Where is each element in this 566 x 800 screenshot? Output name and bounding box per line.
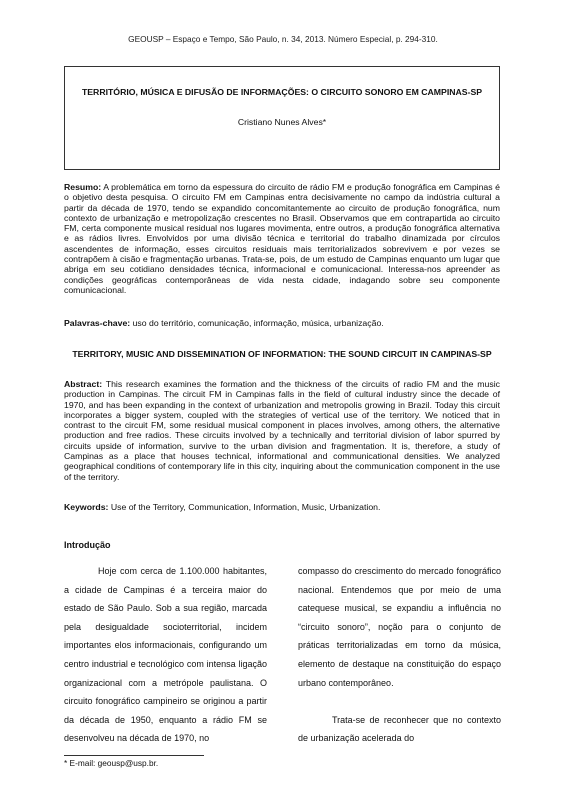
abstract-text: This research examines the formation and the thickness of the circuits of radio FM and the music production in Campinas. The circuit FM in Campinas falls in the field of cultural industry since the decade of 1970, and has been expanding in the context of urbanization and metropolis growing in Brazil. Today this circuit incorporates a bigger system, coupled with the strategies of vertical use of the territory. We noticed that in contrast to the circuit FM, some residual musical component in places involves, among others, the alternative production and free radios. These circuits involved by a technically and territorial division of labor spurred by circuits upside of information, survive to the urban division and fragmentation. It is, therefore, a study of Campinas as a place that houses technical, informational and communicational densities. We analyzed geographical conditions of contemporary life in this city, inquiring about the communication component in the use of the territory. [64, 379, 500, 482]
keywords-text: Use of the Territory, Communication, Information, Music, Urbanization. [110, 502, 381, 512]
english-title: TERRITORY, MUSIC AND DISSEMINATION OF INFORMATION: THE SOUND CIRCUIT IN CAMPINAS-SP [72, 349, 492, 359]
resumo-text: A problemática em torno da espessura do circuito de rádio FM e produção fonográfica em Campinas é o objetivo desta pesquisa. O circuito FM em Campinas entra decisivamente no campo da indústria cultural a partir da década de 1970, tendo se expandido concomitantemente ao circuito de produção fonográfica, num contexto de urbanização e metropolização crescentes no Brasil. Observamos que em contrapartida ao circuito FM, certa componente musical residual nos lugares movimenta, entre outros, a produção fonográfica alternativa e as rádios livres. Envolvidos por uma divisão técnica e territorial do trabalho dinamizada por círculos ascendentes de informação, esses circuitos residuais mais territorializados sobrevivem e por vezes se contrapõem à cisão e fragmentação urbanas. Trata-se, pois, de um estudo de Campinas enquanto um lugar que abriga em seu cotidiano densidades técnica, informacional e comunicacional. Interessa-nos apreender as condições geográficas contemporâneas de vida nesta cidade, indagando sobre seu componente comunicacional. [64, 182, 500, 295]
intro-right-paragraph-1: compasso do crescimento do mercado fonográfico nacional. Entendemos que por meio de uma catequese musical, se expandiu a influência no “circuito sonoro”, noção para o conjunto de práticas territorializadas em torno da música, elemento de destaque na constituição do espaço urbano contemporâneo. [298, 566, 501, 688]
title-box [64, 66, 500, 170]
intro-left-column: Hoje com cerca de 1.100.000 habitantes, a cidade de Campinas é a terceira maior do estado de São Paulo. Sob a sua região, marcada pela desigualdade socioterritorial, incidem importantes elos informacionais, configurando um centro industrial e tecnológico com intensa ligação organizacional com a metrópole paulistana. O circuito fonográfico campineiro se originou a partir da década de 1950, enquanto a rádio FM se desenvolveu na década de 1970, no [64, 566, 267, 744]
palavras-chave-label: Palavras-chave: [64, 318, 131, 328]
intro-right-paragraph-2: Trata-se de reconhecer que no contexto de urbanização acelerada do [298, 714, 501, 744]
footnote-divider [64, 755, 204, 756]
resumo-paragraph [64, 182, 500, 295]
resumo-label: Resumo: [64, 182, 102, 192]
intro-right-column [298, 562, 501, 748]
intro-heading: Introdução [64, 540, 111, 550]
abstract-paragraph [64, 379, 500, 482]
palavras-chave-line [64, 318, 500, 328]
footnote: * E-mail: geousp@usp.br. [64, 758, 159, 768]
palavras-chave-text: uso do território, comunicação, informação, música, urbanização. [132, 318, 384, 328]
article-author: Cristiano Nunes Alves* [237, 117, 327, 127]
keywords-label: Keywords: [64, 502, 109, 512]
abstract-label: Abstract: [64, 379, 103, 389]
keywords-line [64, 502, 500, 512]
journal-header: GEOUSP – Espaço e Tempo, São Paulo, n. 34, 2013. Número Especial, p. 294-310. [128, 34, 438, 44]
article-title: TERRITÓRIO, MÚSICA E DIFUSÃO DE INFORMAÇÕES: O CIRCUITO SONORO EM CAMPINAS-SP [81, 87, 483, 97]
